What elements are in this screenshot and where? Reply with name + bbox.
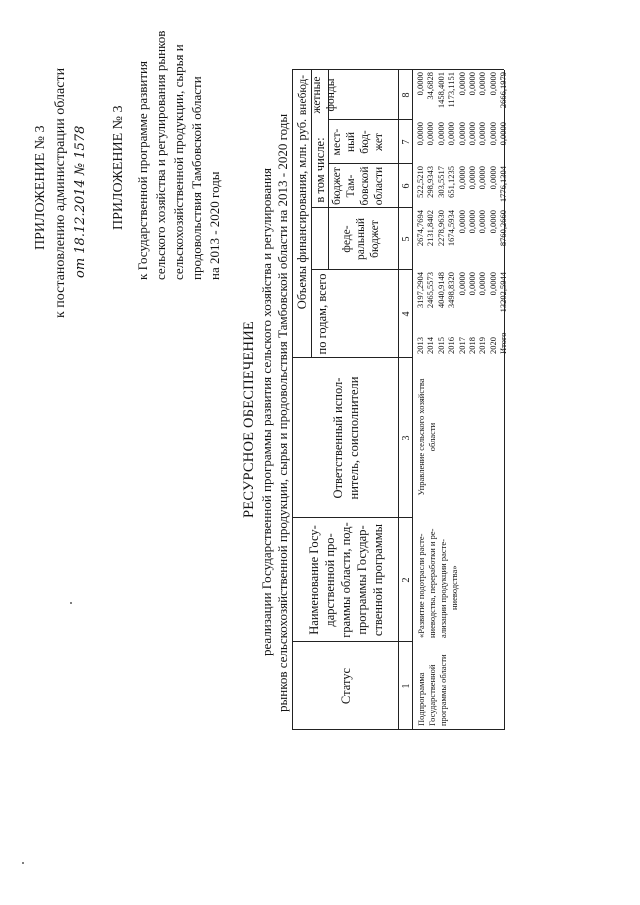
inner-appendix-line: к Государственной программе развития	[135, 61, 150, 280]
header-regional: бюджет Там- бовской области	[331, 166, 385, 206]
row-regional-values: 522,5210 298,9343 303,5517 651,1235 0,0000 0,0000 0,0000 0,0000 1776,1304	[415, 166, 509, 203]
header-program-name: Наименование Госу- дарственной про- граммы области, под- программы Государ- ственной программы	[307, 522, 385, 638]
document-title: РЕСУРСНОЕ ОБЕСПЕЧЕНИЕ	[241, 321, 257, 518]
row-status: Подпрограмма Государственной программы области	[416, 654, 448, 726]
inner-appendix-title: ПРИЛОЖЕНИЕ № 3	[111, 105, 126, 230]
header-funding: Объемы финансирования, млн. руб.	[295, 118, 309, 310]
table-rule	[292, 70, 293, 730]
inner-appendix-line: на 2013 - 2020 годы	[207, 171, 222, 280]
row-federal-values: 2674,7694 2131,8402 2278,9630 1674,5934 0,0000 0,0000 0,0000 0,0000 8760,2660	[415, 210, 509, 247]
inner-appendix-line: сельского хозяйства и регулирования рынков	[153, 30, 168, 280]
handwritten-date-number: от 18.12.2014 № 1578	[73, 125, 88, 278]
header-status: Статус	[339, 667, 353, 705]
col-number: 7	[401, 139, 412, 145]
header-offbudget: внебюд- жетные фонды	[297, 74, 337, 116]
table-rule	[398, 70, 399, 730]
rotated-document	[24, 10, 640, 890]
col-number: 5	[401, 236, 412, 242]
document-subtitle: реализации Государственной программы развития сельского хозяйства и регулирования	[259, 167, 274, 656]
col-number: 2	[401, 577, 412, 583]
row-years: 2013 2014 2015 2016 2017 2018 2019 2020 Итого	[415, 332, 509, 354]
col-number: 3	[401, 435, 412, 441]
header-local: мест- ный бюд- жет	[331, 128, 385, 156]
row-program-name: «Развитие подотрасли расте- ниеводства, переработки и ре- ализации продукции расте- ниеводства»	[416, 528, 459, 638]
col-number: 8	[401, 92, 412, 98]
col-number: 6	[401, 183, 412, 189]
table-rule	[412, 70, 413, 730]
table-rule	[292, 729, 504, 730]
col-number: 4	[401, 311, 412, 317]
appendix-title: ПРИЛОЖЕНИЕ № 3	[33, 125, 48, 250]
row-responsible: Управление сельского хозяйства области	[416, 378, 437, 496]
appendix-decree-line: к постановлению администрации области	[53, 67, 68, 318]
header-including: в том числе:	[313, 137, 327, 203]
inner-appendix-line: сельскохозяйственной продукции, сырья и	[171, 44, 186, 280]
col-number: 1	[401, 683, 412, 689]
header-federal: феде- ральный бюджет	[341, 218, 381, 260]
header-by-years: по годам, всего	[315, 273, 329, 355]
row-total-values: 3197,2904 2465,5573 4040,9148 3498,8320 0,0000 0,0000 0,0000 0,0000 13202,5944	[415, 272, 509, 313]
row-local-values: 0,0000 0,0000 0,0000 0,0000 0,0000 0,0000 0,0000 0,0000 0,0000	[415, 122, 509, 146]
row-offbudget-values: 0,0000 34,6828 1458,4001 1173,1151 0,0000 0,0000 0,0000 0,0000 2666,1979	[415, 72, 509, 109]
document-subtitle: рынков сельскохозяйственной продукции, сырья и продовольствия Тамбовской области на 2013 - 2020 годы	[275, 113, 290, 712]
header-responsible: Ответственный испол- нитель, соисполнители	[331, 376, 361, 500]
inner-appendix-line: продовольствия Тамбовской области	[189, 76, 204, 280]
